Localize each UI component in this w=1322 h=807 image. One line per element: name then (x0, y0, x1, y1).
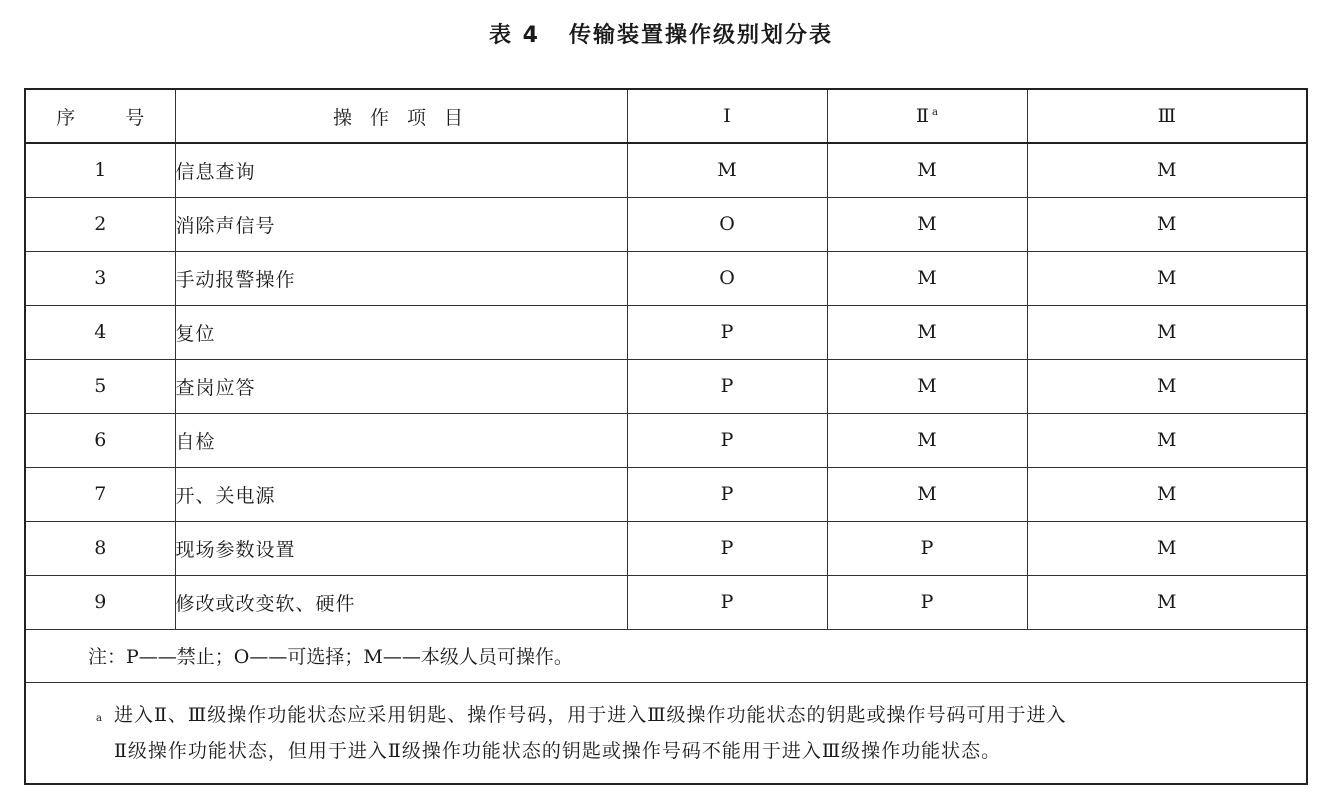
level-3-value: M (1027, 197, 1307, 251)
header-level-1: Ⅰ (627, 89, 827, 143)
header-level-3: Ⅲ (1027, 89, 1307, 143)
level-3-value: M (1027, 467, 1307, 521)
footnote-row (25, 682, 1307, 784)
footnote-line-1: 进入Ⅱ、Ⅲ级操作功能状态应采用钥匙、操作号码，用于进入Ⅲ级操作功能状态的钥匙或操作号码可用于进入 (114, 703, 1067, 726)
footnote-mark: a (96, 712, 103, 724)
row-number: 4 (25, 305, 175, 359)
operation-item: 现场参数设置 (175, 521, 627, 575)
level-3-value: M (1027, 251, 1307, 305)
operation-item: 自检 (175, 413, 627, 467)
level-3-value: M (1027, 521, 1307, 575)
note-row (25, 629, 1307, 682)
table-row (25, 575, 1307, 629)
row-number: 2 (25, 197, 175, 251)
level-2-value: M (827, 413, 1027, 467)
level-1-value: P (627, 359, 827, 413)
table-row (25, 305, 1307, 359)
footnote-cell (25, 682, 1307, 784)
level-1-value: P (627, 413, 827, 467)
header-no-part1: 序 (56, 106, 76, 129)
level-3-value: M (1027, 359, 1307, 413)
header-no (25, 89, 175, 143)
table-row (25, 197, 1307, 251)
table-header-row (25, 89, 1307, 143)
level-1-value: P (627, 467, 827, 521)
row-number: 9 (25, 575, 175, 629)
level-1-value: M (627, 143, 827, 197)
level-1-value: P (627, 521, 827, 575)
level-2-value: M (827, 251, 1027, 305)
operation-item: 手动报警操作 (175, 251, 627, 305)
level-3-value: M (1027, 305, 1307, 359)
row-number: 1 (25, 143, 175, 197)
header-item: 操 作 项 目 (175, 89, 627, 143)
level-2-value: M (827, 467, 1027, 521)
level-1-value: O (627, 251, 827, 305)
row-number: 8 (25, 521, 175, 575)
table-row (25, 143, 1307, 197)
footnote-line-2: Ⅱ级操作功能状态，但用于进入Ⅱ级操作功能状态的钥匙或操作号码不能用于进入Ⅲ级操作功能状态。 (114, 739, 1002, 762)
header-level-2-label: Ⅱ (916, 105, 929, 127)
operation-level-table (24, 88, 1308, 785)
row-number: 7 (25, 467, 175, 521)
row-number: 6 (25, 413, 175, 467)
note-text: 注：P——禁止；O——可选择；M——本级人员可操作。 (25, 629, 1307, 682)
table-row (25, 251, 1307, 305)
level-2-value: M (827, 359, 1027, 413)
footnote-marker: a (931, 106, 938, 118)
level-3-value: M (1027, 143, 1307, 197)
level-1-value: P (627, 575, 827, 629)
level-2-value: P (827, 575, 1027, 629)
level-1-value: O (627, 197, 827, 251)
table-title: 表 4 传输装置操作级别划分表 (489, 23, 833, 48)
level-2-value: P (827, 521, 1027, 575)
header-no-part2: 号 (125, 106, 145, 129)
table-row (25, 467, 1307, 521)
level-1-value: P (627, 305, 827, 359)
table-row (25, 521, 1307, 575)
operation-item: 信息查询 (175, 143, 627, 197)
operation-item: 查岗应答 (175, 359, 627, 413)
level-3-value: M (1027, 575, 1307, 629)
row-number: 3 (25, 251, 175, 305)
header-level-2 (827, 89, 1027, 143)
row-number: 5 (25, 359, 175, 413)
operation-item: 开、关电源 (175, 467, 627, 521)
operation-item: 消除声信号 (175, 197, 627, 251)
level-2-value: M (827, 197, 1027, 251)
level-2-value: M (827, 305, 1027, 359)
operation-item: 修改或改变软、硬件 (175, 575, 627, 629)
table-row (25, 413, 1307, 467)
level-2-value: M (827, 143, 1027, 197)
operation-item: 复位 (175, 305, 627, 359)
table-row (25, 359, 1307, 413)
level-3-value: M (1027, 413, 1307, 467)
